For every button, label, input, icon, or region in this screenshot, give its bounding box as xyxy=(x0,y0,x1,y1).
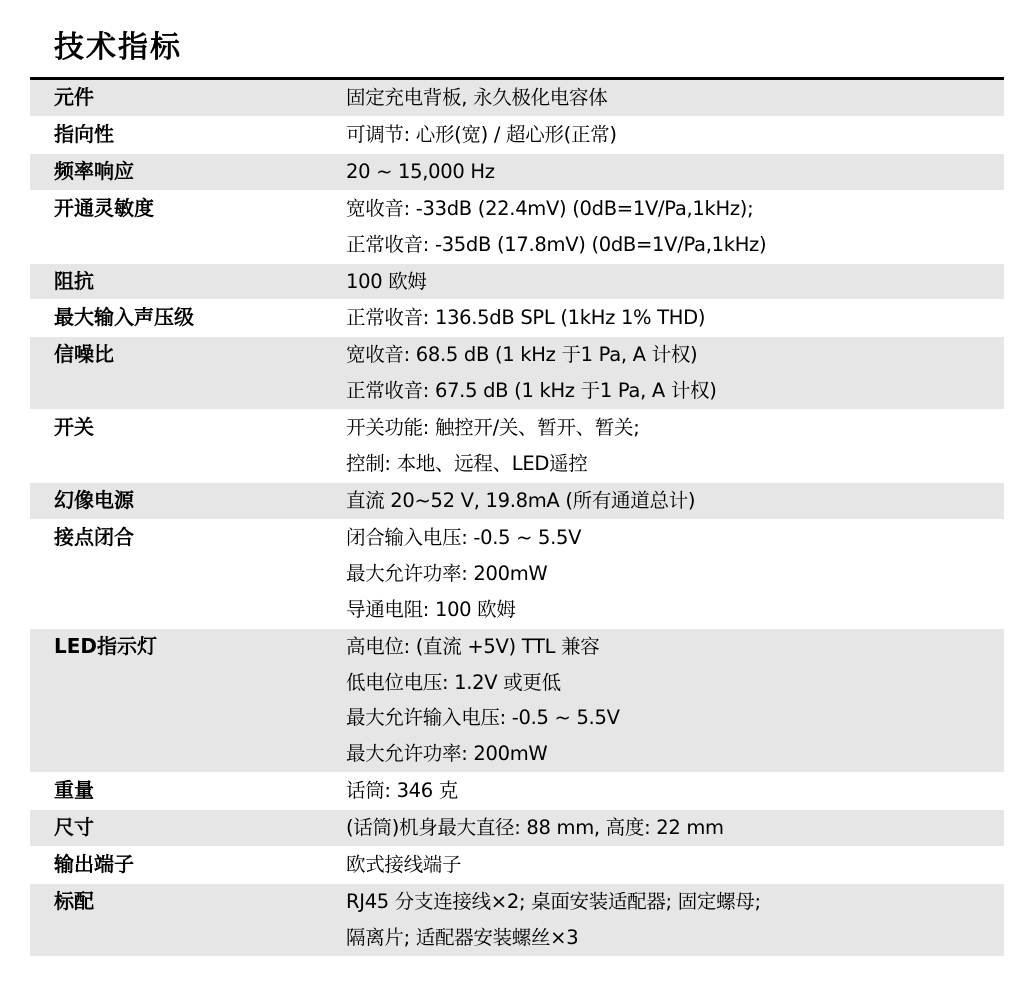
spec-value-line: 直流 20~52 V, 19.8mA (所有通道总计) xyxy=(346,488,696,512)
spec-value-line: 隔离片; 适配器安装螺丝×3 xyxy=(346,925,579,949)
spec-label: LED指示灯 xyxy=(54,633,158,658)
spec-row xyxy=(30,810,1004,847)
spec-value-line: 高电位: (直流 +5V) TTL 兼容 xyxy=(346,634,600,658)
spec-row xyxy=(30,154,1004,191)
spec-label: 开通灵敏度 xyxy=(54,195,154,220)
spec-label: 接点闭合 xyxy=(54,524,134,549)
spec-values xyxy=(346,80,1004,116)
spec-row xyxy=(30,117,1004,154)
spec-values xyxy=(346,154,1004,190)
spec-values xyxy=(346,773,1004,809)
spec-value-line: 话筒: 346 克 xyxy=(346,779,458,803)
spec-value-line: 导通电阻: 100 欧姆 xyxy=(346,597,516,621)
spec-values xyxy=(346,300,1004,336)
spec-label: 元件 xyxy=(54,85,94,109)
spec-value-line: (话筒)机身最大直径: 88 mm, 高度: 22 mm xyxy=(346,816,724,840)
spec-row xyxy=(30,520,1004,629)
spec-values xyxy=(346,117,1004,153)
spec-values xyxy=(346,410,1004,482)
spec-value-line: 可调节: 心形(宽) / 超心形(正常) xyxy=(346,122,617,146)
spec-value-line: 20 ~ 15,000 Hz xyxy=(346,159,495,183)
page-title: 技术指标 xyxy=(54,30,182,65)
spec-label: 开关 xyxy=(54,415,94,440)
spec-value-line: 最大允许功率: 200mW xyxy=(346,561,548,585)
spec-row xyxy=(30,80,1004,117)
spec-value-line: 正常收音: 67.5 dB (1 kHz 于1 Pa, A 计权) xyxy=(346,379,717,403)
spec-value-line: 宽收音: 68.5 dB (1 kHz 于1 Pa, A 计权) xyxy=(346,343,698,367)
spec-values xyxy=(346,483,1004,519)
spec-values xyxy=(346,847,1004,883)
spec-label: 频率响应 xyxy=(54,158,134,183)
spec-row xyxy=(30,847,1004,884)
spec-value-line: 宽收音: -33dB (22.4mV) (0dB=1V/Pa,1kHz); xyxy=(346,196,754,220)
spec-values xyxy=(346,520,1004,628)
spec-label: 阻抗 xyxy=(54,268,94,293)
spec-value-line: 控制: 本地、远程、LED遥控 xyxy=(346,452,588,476)
spec-value-line: 闭合输入电压: -0.5 ~ 5.5V xyxy=(346,525,582,549)
spec-row xyxy=(30,410,1004,483)
spec-row xyxy=(30,264,1004,301)
spec-value-line: 正常收音: -35dB (17.8mV) (0dB=1V/Pa,1kHz) xyxy=(346,232,767,256)
spec-label: 输出端子 xyxy=(54,852,134,877)
spec-row xyxy=(30,483,1004,520)
spec-value-line: 最大允许功率: 200mW xyxy=(346,742,548,766)
spec-values xyxy=(346,810,1004,846)
spec-label: 标配 xyxy=(54,888,94,913)
spec-row xyxy=(30,629,1004,774)
spec-value-line: 100 欧姆 xyxy=(346,269,427,293)
spec-label: 最大输入声压级 xyxy=(54,305,194,330)
spec-value-line: 正常收音: 136.5dB SPL (1kHz 1% THD) xyxy=(346,306,706,330)
spec-value-line: 最大允许输入电压: -0.5 ~ 5.5V xyxy=(346,706,620,730)
spec-value-line: 开关功能: 触控开/关、暂开、暂关; xyxy=(346,416,640,440)
spec-values xyxy=(346,884,1004,956)
spec-values xyxy=(346,337,1004,409)
spec-table xyxy=(30,77,1004,957)
spec-label: 指向性 xyxy=(54,121,114,146)
spec-value-line: 固定充电背板, 永久极化电容体 xyxy=(346,86,608,109)
spec-row xyxy=(30,884,1004,957)
spec-value-line: RJ45 分支连接线×2; 桌面安装适配器; 固定螺母; xyxy=(346,889,761,913)
spec-values xyxy=(346,264,1004,300)
spec-value-line: 欧式接线端子 xyxy=(346,853,462,877)
spec-values xyxy=(346,191,1004,263)
spec-label: 尺寸 xyxy=(54,815,94,840)
spec-label: 重量 xyxy=(54,778,94,803)
spec-row xyxy=(30,773,1004,810)
spec-label: 信噪比 xyxy=(54,342,114,367)
spec-row xyxy=(30,337,1004,410)
spec-row xyxy=(30,300,1004,337)
spec-value-line: 低电位电压: 1.2V 或更低 xyxy=(346,670,561,694)
spec-row xyxy=(30,191,1004,264)
spec-label: 幻像电源 xyxy=(54,487,134,512)
spec-values xyxy=(346,629,1004,773)
